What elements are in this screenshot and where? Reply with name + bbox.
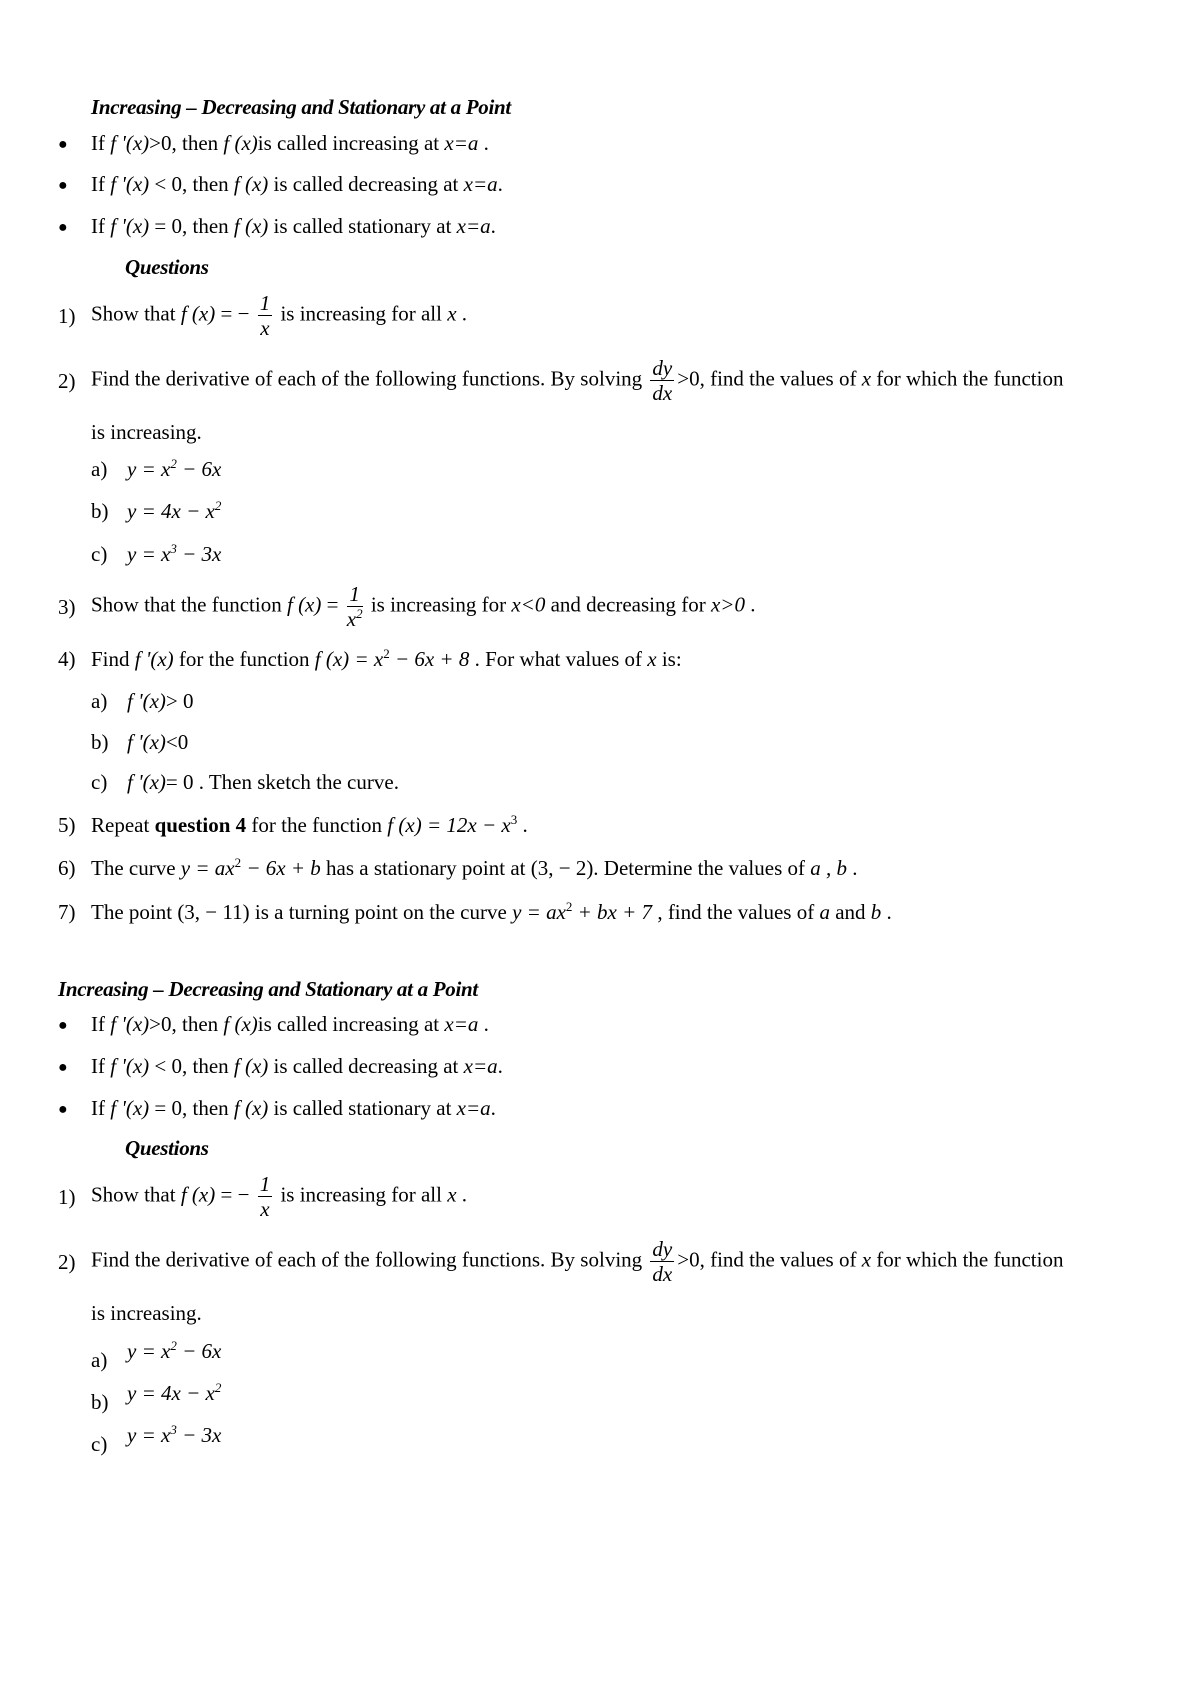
bullet-icon: ● [58,1017,68,1034]
fraction: $\frac{1}{x}$ [259,1172,271,1222]
bullet-increasing: If f '(x)>0, then f (x)is called increasing at x=a . [91,131,489,155]
question-1: Show that f (x) = − $\frac{1}{x}$ is increasing for all x . [91,1172,468,1222]
question-number: 3) [58,595,76,619]
bullet-increasing: If f '(x)>0, then f (x)is called increasing at x=a . [91,1012,489,1036]
expression-c: $y = x^3 - 3x$ [127,1422,222,1447]
bullet-stationary: If f '(x) = 0, then f (x) is called stationary at x=a. [91,214,496,238]
part-label: a) [91,1348,108,1372]
bullet-stationary: If f '(x) = 0, then f (x) is called stationary at x=a. [91,1096,496,1120]
question-4: Find f '(x) for the function f $(x) = x^2 - 6x + 8$ . For what values of x is: [91,646,682,671]
questions-label: Questions [125,1136,209,1160]
question-1: Show that f (x) = − $\frac{1}{x}$ is increasing for all x . [91,291,468,341]
bullet-icon: ● [58,136,68,153]
bullet-icon: ● [58,1101,68,1118]
fraction: $\frac{1}{x^2}$ [346,582,363,632]
expression-b: $y = 4x - x^2$ [127,1380,222,1405]
expression-b: $y = 4x - x^2$ [127,498,222,523]
condition-c: f '(x)= 0 . Then sketch the curve. [127,770,399,794]
question-2-continued: is increasing. [91,420,202,444]
question-2: Find the derivative of each of the following functions. By solving $\frac{dy}{dx}$ >0, find the values of x for which the function [91,1237,1064,1287]
question-6: The curve $y = ax^2 - 6x + b$ has a stationary point at (3, − 2). Determine the values of a , b . [91,855,858,880]
bullet-icon: ● [58,177,68,194]
part-label: c) [91,542,108,566]
expression-a: $y = x^2 - 6x$ [127,456,222,481]
bullet-icon: ● [58,219,68,236]
question-7: The point (3, − 11) is a turning point on the curve $y = ax^2$ + bx + 7 , find the values of a and b . [91,899,892,924]
question-3: Show that the function f (x) = $\frac{1}{x^2}$ is increasing for x<0 and decreasing for x>0 . [91,582,756,632]
part-label: b) [91,730,109,754]
question-2-continued: is increasing. [91,1301,202,1325]
questions-label: Questions [125,255,209,279]
part-label: c) [91,770,108,794]
part-label: a) [91,689,108,713]
condition-b: f '(x)<0 [127,730,189,754]
fraction: $\frac{dy}{dx}$ [652,1237,673,1287]
question-number: 2) [58,1250,76,1274]
question-number: 6) [58,856,76,880]
bullet-decreasing: If f '(x) < 0, then f (x) is called decreasing at x=a. [91,1054,503,1078]
expression-a: $y = x^2 - 6x$ [127,1338,222,1363]
section-heading: Increasing – Decreasing and Stationary at a Point [91,95,511,119]
question-number: 5) [58,813,76,837]
part-label: a) [91,457,108,481]
question-number: 1) [58,1185,76,1209]
bullet-icon: ● [58,1059,68,1076]
fraction: $\frac{1}{x}$ [259,291,271,341]
question-5: Repeat question 4 for the function f $(x) = 12x - x^3$ . [91,812,528,837]
question-2: Find the derivative of each of the following functions. By solving $\frac{dy}{dx}$ >0, find the values of x for which the function [91,356,1064,406]
section-heading: Increasing – Decreasing and Stationary at a Point [58,977,478,1001]
fraction: $\frac{dy}{dx}$ [652,356,673,406]
part-label: c) [91,1432,108,1456]
bullet-decreasing: If f '(x) < 0, then f (x) is called decreasing at x=a. [91,172,503,196]
question-number: 2) [58,369,76,393]
expression-c: $y = x^3 - 3x$ [127,541,222,566]
part-label: b) [91,499,109,523]
question-number: 4) [58,647,76,671]
part-label: b) [91,1390,109,1414]
condition-a: f '(x)> 0 [127,689,194,713]
question-number: 1) [58,304,76,328]
question-number: 7) [58,900,76,924]
